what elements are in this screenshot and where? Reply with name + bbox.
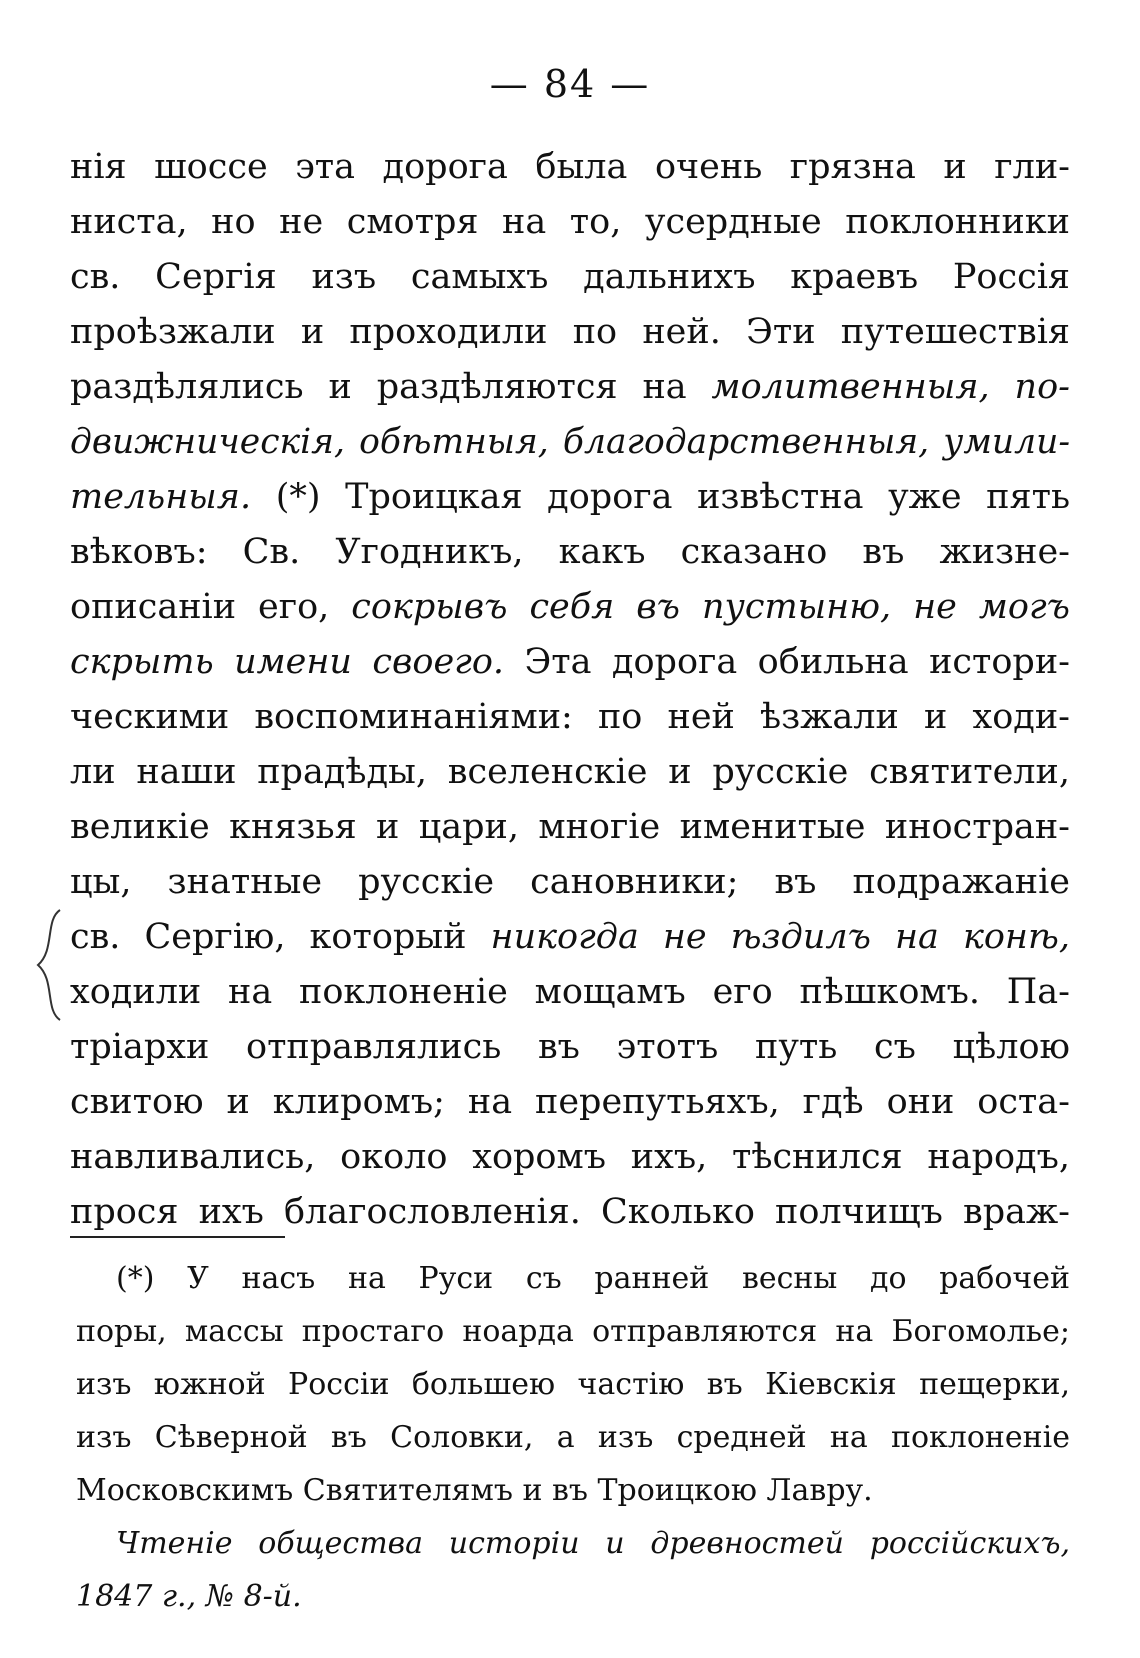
- text-segment: ниста, но не смотря на то, усердные поклонники: [70, 202, 1070, 242]
- text-segment: описаніи его,: [70, 587, 352, 627]
- text-line: [70, 1130, 1070, 1185]
- main-text: [70, 140, 1070, 1240]
- text-line: [70, 635, 1070, 690]
- text-line: [70, 1075, 1070, 1130]
- italic-text-segment: скрыть имени своего.: [70, 642, 505, 682]
- text-line: [70, 525, 1070, 580]
- italic-text-segment: движническія, обѣтныя, благодарственныя, умили-: [70, 422, 1070, 462]
- italic-text-segment: молитвенныя, по-: [711, 367, 1070, 407]
- footnote-reference-line: Чтеніе общества исторіи и древностей россійскихъ,: [116, 1526, 1070, 1561]
- text-segment: прося ихъ благословленія. Сколько полчищъ враж-: [70, 1192, 1070, 1232]
- text-segment: нія шоссе эта дорога была очень грязна и гли-: [70, 147, 1070, 187]
- text-line: [70, 745, 1070, 800]
- text-segment: великіе князья и цари, многіе именитые иностран-: [70, 807, 1070, 847]
- text-line: [70, 855, 1070, 910]
- text-segment: тріархи отправлялись въ этотъ путь съ цѣлою: [70, 1027, 1070, 1067]
- text-line: [70, 965, 1070, 1020]
- text-line: [70, 360, 1070, 415]
- text-line: [70, 140, 1070, 195]
- text-line: [70, 1185, 1070, 1240]
- italic-text-segment: сокрывъ себя въ пустыню, не могъ: [351, 587, 1070, 627]
- text-segment: (*) Троицкая дорога извѣстна уже пять: [251, 477, 1070, 517]
- text-line: [70, 690, 1070, 745]
- text-segment: цы, знатные русскіе сановники; въ подражаніе: [70, 862, 1070, 902]
- text-segment: раздѣлялись и раздѣляются на: [70, 367, 712, 407]
- footnote: [76, 1252, 1070, 1623]
- page-number: — 84 —: [489, 62, 651, 106]
- text-segment: ходили на поклоненіе мощамъ его пѣшкомъ. Па-: [70, 972, 1070, 1012]
- text-segment: ческими воспоминаніями: по ней ѣзжали и ходи-: [70, 697, 1070, 737]
- text-line: [70, 195, 1070, 250]
- footnote-line: (*) У насъ на Руси съ ранней весны до рабочей: [116, 1261, 1070, 1296]
- footnote-line: Московскимъ Святителямъ и въ Троицкою Лавру.: [76, 1473, 873, 1508]
- text-line: [70, 470, 1070, 525]
- text-line: [70, 910, 1070, 965]
- footnote-separator: [70, 1236, 285, 1238]
- footnote-line: изъ южной Россіи большею частію въ Кіевскія пещерки,: [76, 1367, 1070, 1402]
- text-line: [70, 800, 1070, 855]
- text-line: [70, 305, 1070, 360]
- text-line: [70, 580, 1070, 635]
- text-segment: св. Сергію, который: [70, 917, 491, 957]
- text-segment: свитою и клиромъ; на перепутьяхъ, гдѣ они оста-: [70, 1082, 1070, 1122]
- italic-text-segment: никогда не ѣздилъ на конѣ,: [490, 917, 1070, 957]
- text-line: [70, 250, 1070, 305]
- footnote-line: поры, массы простаго ноарда отправляются на Богомолье;: [76, 1314, 1070, 1349]
- footnote-line: изъ Сѣверной въ Соловки, а изъ средней на поклоненіе: [76, 1420, 1070, 1455]
- text-segment: навливались, около хоромъ ихъ, тѣснился народъ,: [70, 1137, 1070, 1177]
- text-line: [70, 1020, 1070, 1075]
- text-segment: ли наши прадѣды, вселенскіе и русскіе святители,: [70, 752, 1070, 792]
- italic-text-segment: тельныя.: [70, 477, 252, 517]
- margin-brace-mark: [30, 905, 70, 1025]
- text-segment: Эта дорога обильна истори-: [504, 642, 1070, 682]
- text-segment: проѣзжали и проходили по ней. Эти путешествія: [70, 312, 1070, 352]
- text-line: [70, 415, 1070, 470]
- text-segment: св. Сергія изъ самыхъ дальнихъ краевъ Россія: [70, 257, 1070, 297]
- text-segment: вѣковъ: Св. Угодникъ, какъ сказано въ жизне-: [70, 532, 1070, 572]
- footnote-reference-line: 1847 г., № 8-й.: [76, 1579, 302, 1614]
